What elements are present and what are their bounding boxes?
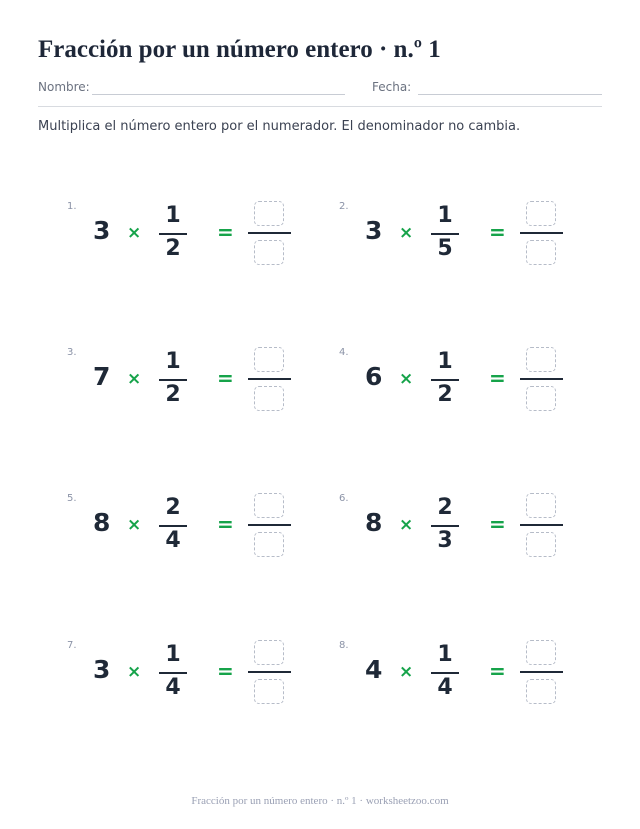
problem-7 [67, 640, 327, 720]
denominator: 2 [165, 382, 181, 407]
answer-bar [520, 232, 563, 234]
answer-fraction [520, 347, 563, 413]
problem-number: 5. [67, 493, 77, 504]
page-footer: Fracción por un número entero · n.º 1 · worksheetzoo.com [191, 795, 449, 807]
answer-fraction [520, 493, 563, 559]
fraction [431, 495, 459, 557]
answer-bar [248, 524, 291, 526]
name-label: Nombre: [38, 80, 90, 94]
answer-numerator-box[interactable] [526, 347, 556, 372]
equals-sign: = [489, 512, 506, 536]
problem-6 [339, 493, 599, 573]
times-sign: × [399, 515, 414, 535]
numerator: 1 [437, 203, 453, 228]
whole-number: 7 [93, 362, 111, 391]
times-sign: × [127, 515, 142, 535]
denominator: 2 [165, 236, 181, 261]
fraction-bar [431, 379, 459, 381]
whole-number: 6 [365, 362, 383, 391]
equals-sign: = [217, 220, 234, 244]
whole-number: 4 [365, 655, 383, 684]
answer-numerator-box[interactable] [526, 201, 556, 226]
fraction [159, 349, 187, 411]
problem-number: 1. [67, 201, 77, 212]
denominator: 4 [165, 528, 181, 553]
fraction-bar [159, 233, 187, 235]
fraction [431, 203, 459, 265]
answer-denominator-box[interactable] [526, 532, 556, 557]
answer-numerator-box[interactable] [254, 201, 284, 226]
problem-number: 4. [339, 347, 349, 358]
answer-fraction [520, 640, 563, 706]
equals-sign: = [489, 659, 506, 683]
answer-numerator-box[interactable] [254, 640, 284, 665]
answer-bar [520, 671, 563, 673]
answer-denominator-box[interactable] [254, 532, 284, 557]
fraction-bar [159, 379, 187, 381]
numerator: 1 [437, 349, 453, 374]
equals-sign: = [489, 220, 506, 244]
equals-sign: = [217, 512, 234, 536]
answer-fraction [248, 201, 291, 267]
problem-number: 6. [339, 493, 349, 504]
times-sign: × [399, 369, 414, 389]
denominator: 3 [437, 528, 453, 553]
denominator: 4 [437, 675, 453, 700]
whole-number: 3 [93, 216, 111, 245]
fraction [159, 495, 187, 557]
fraction-bar [431, 233, 459, 235]
fraction-bar [159, 672, 187, 674]
times-sign: × [399, 223, 414, 243]
name-line[interactable] [92, 94, 345, 95]
times-sign: × [127, 662, 142, 682]
answer-bar [520, 378, 563, 380]
denominator: 2 [437, 382, 453, 407]
answer-bar [248, 378, 291, 380]
answer-fraction [520, 201, 563, 267]
fraction-bar [431, 672, 459, 674]
problem-number: 8. [339, 640, 349, 651]
answer-denominator-box[interactable] [526, 679, 556, 704]
numerator: 1 [165, 642, 181, 667]
fraction-bar [431, 525, 459, 527]
problem-number: 3. [67, 347, 77, 358]
answer-bar [248, 671, 291, 673]
answer-denominator-box[interactable] [254, 386, 284, 411]
denominator: 5 [437, 236, 453, 261]
student-fields [38, 80, 602, 100]
answer-fraction [248, 493, 291, 559]
answer-fraction [248, 347, 291, 413]
answer-bar [520, 524, 563, 526]
numerator: 2 [437, 495, 453, 520]
instructions: Multiplica el número entero por el numerador. El denominador no cambia. [38, 119, 521, 134]
answer-numerator-box[interactable] [254, 493, 284, 518]
worksheet-title: Fracción por un número entero · n.º 1 [38, 36, 441, 63]
times-sign: × [127, 369, 142, 389]
answer-fraction [248, 640, 291, 706]
header-divider [38, 106, 602, 107]
fraction [431, 642, 459, 704]
fraction-bar [159, 525, 187, 527]
fraction [431, 349, 459, 411]
answer-denominator-box[interactable] [254, 679, 284, 704]
equals-sign: = [217, 366, 234, 390]
times-sign: × [399, 662, 414, 682]
problem-number: 7. [67, 640, 77, 651]
date-line[interactable] [418, 94, 602, 95]
equals-sign: = [217, 659, 234, 683]
times-sign: × [127, 223, 142, 243]
date-label: Fecha: [372, 80, 412, 94]
problem-number: 2. [339, 201, 349, 212]
answer-numerator-box[interactable] [526, 640, 556, 665]
fraction [159, 203, 187, 265]
whole-number: 8 [93, 508, 111, 537]
numerator: 2 [165, 495, 181, 520]
problem-4 [339, 347, 599, 427]
whole-number: 3 [93, 655, 111, 684]
problem-3 [67, 347, 327, 427]
numerator: 1 [165, 203, 181, 228]
problem-5 [67, 493, 327, 573]
problem-2 [339, 201, 599, 281]
fraction [159, 642, 187, 704]
problem-1 [67, 201, 327, 281]
problem-8 [339, 640, 599, 720]
answer-numerator-box[interactable] [526, 493, 556, 518]
answer-denominator-box[interactable] [526, 386, 556, 411]
denominator: 4 [165, 675, 181, 700]
answer-denominator-box[interactable] [526, 240, 556, 265]
whole-number: 8 [365, 508, 383, 537]
answer-bar [248, 232, 291, 234]
answer-denominator-box[interactable] [254, 240, 284, 265]
whole-number: 3 [365, 216, 383, 245]
equals-sign: = [489, 366, 506, 390]
numerator: 1 [437, 642, 453, 667]
answer-numerator-box[interactable] [254, 347, 284, 372]
numerator: 1 [165, 349, 181, 374]
